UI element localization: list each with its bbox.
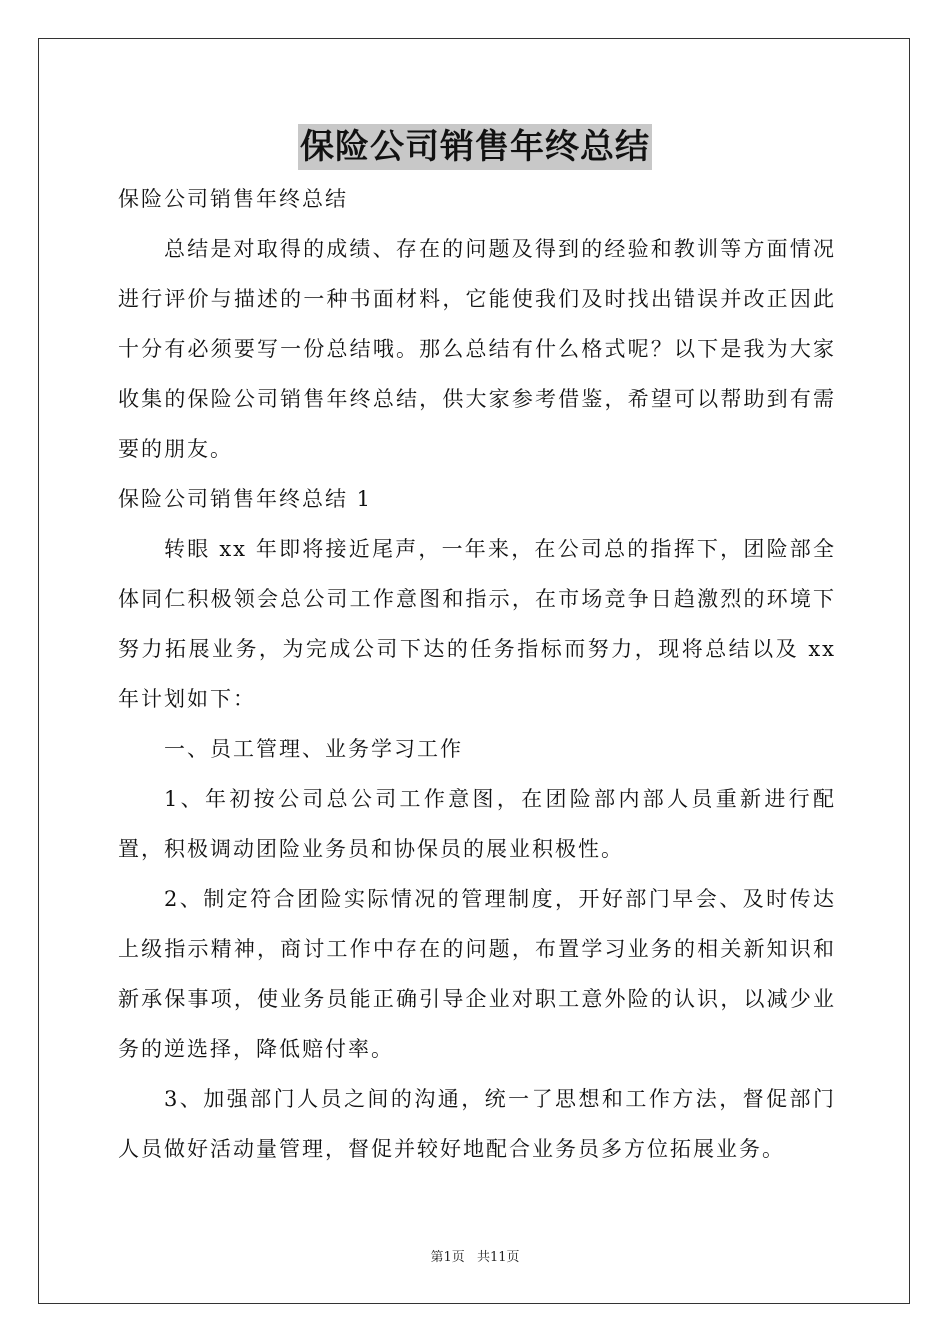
list-item: 3、加强部门人员之间的沟通，统一了思想和工作方法，督促部门人员做好活动量管理，督促并较好地配合业务员多方位拓展业务。	[118, 1087, 836, 1161]
body-paragraph: 转眼 xx 年即将接近尾声，一年来，在公司总的指挥下，团险部全体同仁积极领会总公司工作意图和指示，在市场竞争日趋激烈的环境下努力拓展业务，为完成公司下达的任务指标而努力，现将总结以及 xx 年计划如下：	[118, 537, 836, 711]
page-total: 共11页	[476, 1250, 520, 1265]
page-footer	[0, 1246, 950, 1265]
document-title: 保险公司销售年终总结	[298, 124, 652, 170]
section-heading: 保险公司销售年终总结 1	[118, 487, 373, 511]
list-item: 2、制定符合团险实际情况的管理制度，开好部门早会、及时传达上级指示精神，商讨工作中存在的问题，布置学习业务的相关新知识和新承保事项，使业务员能正确引导企业对职工意外险的认识，以减少业务的逆选择，降低赔付率。	[118, 887, 836, 1061]
list-item: 1、年初按公司总公司工作意图，在团险部内部人员重新进行配置，积极调动团险业务员和协保员的展业积极性。	[118, 787, 836, 861]
intro-paragraph: 总结是对取得的成绩、存在的问题及得到的经验和教训等方面情况进行评价与描述的一种书面材料，它能使我们及时找出错误并改正因此十分有必须要写一份总结哦。那么总结有什么格式呢？以下是我为大家收集的保险公司销售年终总结，供大家参考借鉴，希望可以帮助到有需要的朋友。	[118, 237, 836, 461]
subtitle-paragraph: 保险公司销售年终总结	[118, 187, 348, 211]
title-container	[0, 124, 950, 170]
document-body	[118, 174, 836, 1174]
subsection-heading: 一、员工管理、业务学习工作	[164, 737, 463, 761]
page-number: 第1页	[430, 1250, 465, 1265]
